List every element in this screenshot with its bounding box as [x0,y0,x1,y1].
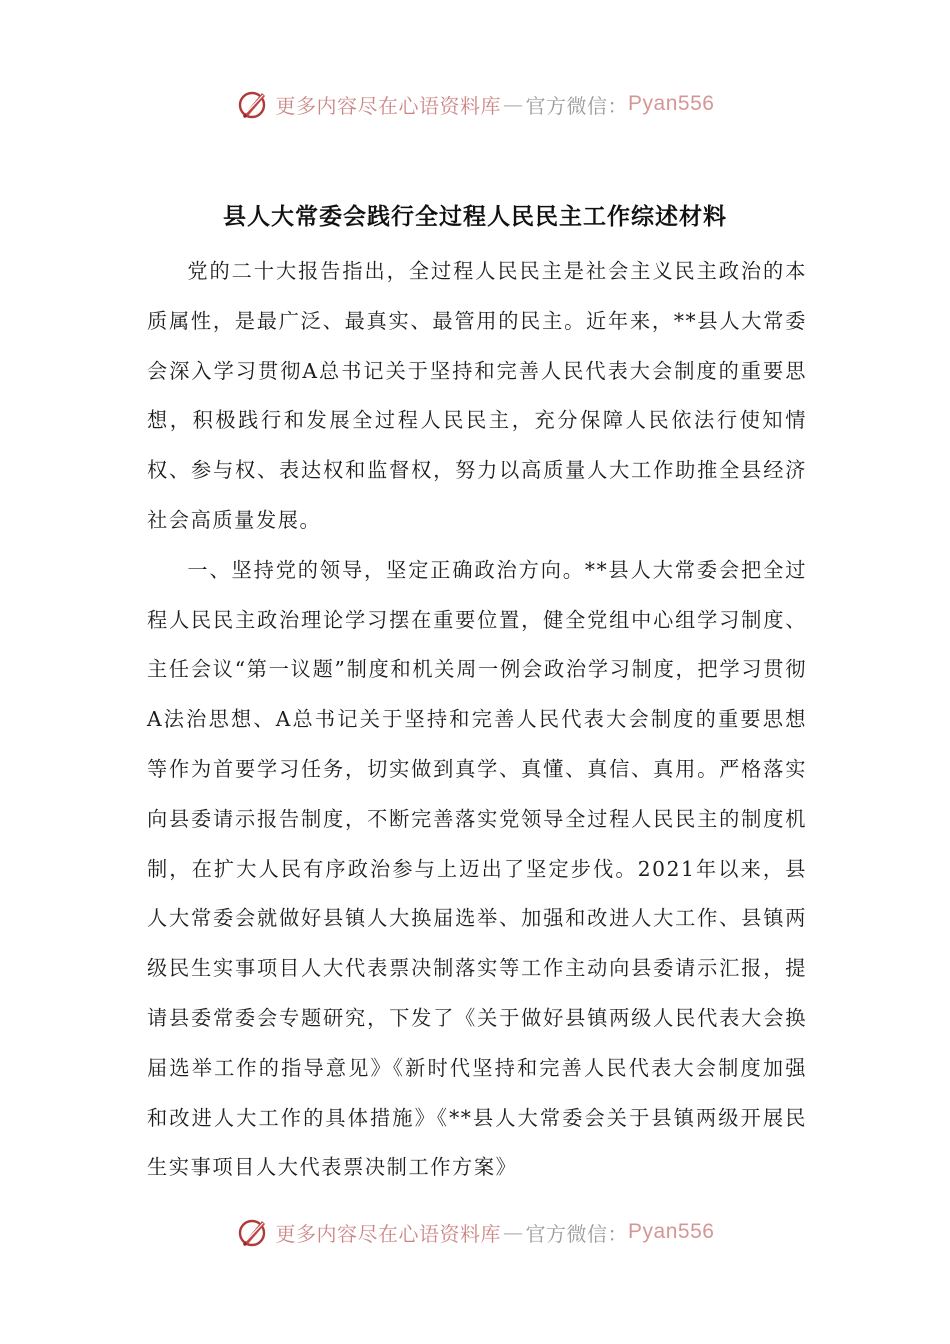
watermark-wechat-id: Pyan556 [628,92,715,115]
header-watermark [0,84,950,124]
watermark-wechat-label: 官方微信： [525,1221,629,1246]
quill-circle-icon [236,87,270,121]
watermark-dash: — [503,1220,524,1244]
watermark-wechat-id: Pyan556 [628,1220,715,1243]
document-title: 县人大常委会践行全过程人民民主工作综述材料 [223,204,727,230]
watermark-brand: 更多内容尽在心语资料库 [275,1221,502,1246]
quill-circle-icon [236,1215,270,1249]
document-body [147,247,807,1193]
watermark-brand: 更多内容尽在心语资料库 [275,93,502,118]
watermark-dash: — [503,92,524,116]
paragraph-section-1: 一、坚持党的领导，坚定正确政治方向。**县人大常委会把全过程人民民主政治理论学习摆在重要位置，健全党组中心组学习制度、主任会议“第一议题”制度和机关周一例会政治学习制度，把学习贯彻A法治思想、A总书记关于坚持和完善人民代表大会制度的重要思想等作为首要学习任务，切实做到真学、真懂、真信、真用。严格落实向县委请示报告制度，不断完善落实党领导全过程人民民主的制度机制，在扩大人民有序政治参与上迈出了坚定步伐。2021年以来，县人大常委会就做好县镇人大换届选举、加强和改进人大工作、县镇两级民生实事项目人大代表票决制落实等工作主动向县委请示汇报，提请县委常委会专题研究，下发了《关于做好县镇两级人民代表大会换届选举工作的指导意见》《新时代坚持和完善人民代表大会制度加强和改进人大工作的具体措施》《**县人大常委会关于县镇两级开展民生实事项目人大代表票决制工作方案》 [147,557,807,1180]
watermark-wechat-label: 官方微信： [525,93,629,118]
footer-watermark [0,1212,950,1252]
paragraph-intro: 党的二十大报告指出，全过程人民民主是社会主义民主政治的本质属性，是最广泛、最真实、最管用的民主。近年来，**县人大常委会深入学习贯彻A总书记关于坚持和完善人民代表大会制度的重要思想，积极践行和发展全过程人民民主，充分保障人民依法行使知情权、参与权、表达权和监督权，努力以高质量人大工作助推全县经济社会高质量发展。 [147,259,807,532]
